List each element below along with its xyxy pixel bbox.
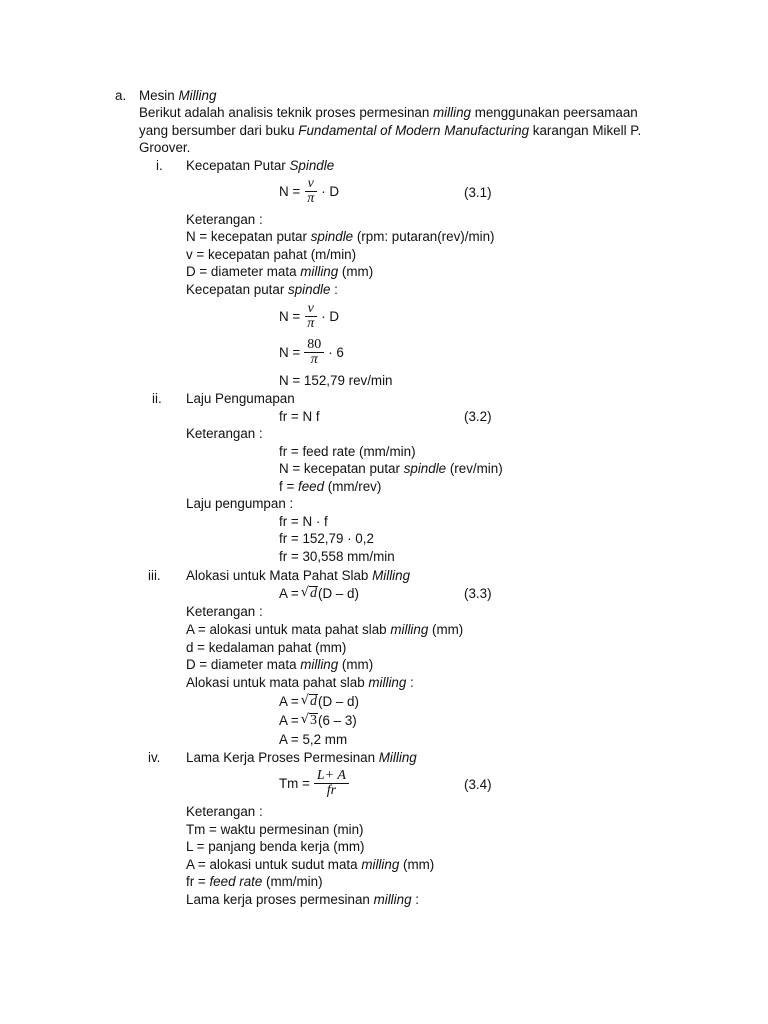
fraction [314,769,349,798]
subsection-title-alokasi [186,568,410,584]
subsection-title-laju: Laju Pengumapan [186,391,295,406]
book-title: Fundamental of Modern Manufacturing [298,123,530,138]
italic-text: spindle [403,461,447,476]
text: yang bersumber dari buku [139,123,299,138]
heading-text: Mesin [139,88,179,103]
list-marker-iii: iii. [148,568,161,583]
eq-rhs: · D [321,309,340,324]
eq-rhs: (6 – 3) [318,712,357,728]
calculation-label [186,282,338,298]
definition-line [186,857,434,873]
eq-rhs: (D – d) [318,585,359,601]
list-marker-ii: ii. [152,391,162,406]
italic-text: Spindle [289,158,335,173]
calculation-label: Laju pengumpan : [186,496,294,511]
keterangan-label: Keterangan : [186,426,263,441]
text: : [406,675,414,690]
calc-step-2 [279,338,344,367]
calc-step-1: fr = N · f [279,514,328,529]
equation-3-3 [279,585,359,601]
text: : [411,892,419,907]
calc-result: N = 152,79 rev/min [279,373,393,388]
radicand: 3 [310,713,318,728]
calc-step-2: fr = 152,79 · 0,2 [279,531,374,546]
calc-step-2 [279,712,357,728]
text: (mm/min) [262,874,323,889]
text: Lama kerja proses permesinan [186,892,374,907]
italic-text: Milling [372,568,411,583]
list-marker-a: a. [115,88,127,103]
text: Kecepatan putar [186,282,288,297]
eq-lhs: N = [279,184,301,199]
eq-rhs: · 6 [328,345,344,360]
definition-line [186,264,373,280]
numerator: 80 [304,338,324,353]
definition-line: d = kedalaman pahat (mm) [186,640,347,655]
text: (rev/min) [446,461,503,476]
intro-line-1 [139,105,638,121]
radicand: d [310,586,318,601]
square-root [301,585,318,601]
list-marker-i: i. [156,158,163,173]
definition-line [279,461,503,477]
text: Kecepatan Putar [186,158,290,173]
intro-line-2 [139,123,641,139]
equation-number: (3.1) [464,185,492,200]
radicand: d [310,694,318,709]
text: A = alokasi untuk mata pahat slab [186,622,391,637]
numerator: v [305,302,317,317]
calc-step-1 [279,302,339,331]
text: karangan Mikell P. [529,123,642,138]
text: fr = [186,874,210,889]
eq-lhs: A = [279,585,299,601]
text: f = [279,479,298,494]
italic-text: milling [433,105,471,120]
equation-number: (3.3) [464,586,492,601]
text: (mm) [338,264,374,279]
eq-lhs: N = [279,309,301,324]
italic-text: milling [368,675,407,690]
calc-result: fr = 30,558 mm/min [279,549,395,564]
definition-line [279,479,381,495]
keterangan-label: Keterangan : [186,604,263,619]
denominator: π [307,191,315,206]
fraction [304,177,317,206]
definition-line [186,229,495,245]
text: Alokasi untuk Mata Pahat Slab [186,568,373,583]
equation-number: (3.4) [464,777,492,792]
text: (mm) [338,657,374,672]
text: Lama Kerja Proses Permesinan [186,750,379,765]
text: menggunakan peersamaan [470,105,638,120]
text: Alokasi untuk mata pahat slab [186,675,369,690]
radical-sign: √ [300,712,310,727]
radical-sign: √ [300,585,310,600]
text: Berikut adalah analisis teknik proses permesinan [139,105,434,120]
text: D = diameter mata [186,264,301,279]
italic-text: spindle [288,282,331,297]
denominator: π [307,316,315,331]
calc-step-1 [279,693,359,709]
definition-line: L = panjang benda kerja (mm) [186,839,365,854]
calculation-label [186,892,419,908]
definition-line [186,874,323,890]
italic-text: milling [300,264,339,279]
list-marker-iv: iv. [148,750,161,765]
fraction [304,338,324,367]
definition-line: v = kecepatan pahat (m/min) [186,247,357,262]
italic-text: spindle [310,229,354,244]
heading-italic: Milling [178,88,217,103]
numerator: v [305,177,317,192]
subsection-title-spindle [186,158,334,174]
text: (rpm: putaran(rev)/min) [353,229,495,244]
text: N = kecepatan putar [279,461,404,476]
eq-lhs: A = [279,712,299,728]
eq-rhs: · D [321,184,340,199]
equation-number: (3.2) [464,409,492,424]
equation-3-2: fr = N f [279,409,320,424]
eq-lhs: N = [279,345,301,360]
italic-text: Milling [378,750,417,765]
eq-lhs: Tm = [279,776,310,791]
text: (mm) [399,857,435,872]
text: A = alokasi untuk sudut mata [186,857,362,872]
equation-3-4 [279,769,353,798]
eq-rhs: (D – d) [318,693,359,709]
italic-text: milling [373,892,412,907]
fraction [304,302,317,331]
italic-text: milling [300,657,339,672]
square-root [301,712,318,728]
text: D = diameter mata [186,657,301,672]
italic-text: milling [361,857,400,872]
subsection-title-lama-kerja [186,750,417,766]
equation-3-1 [279,177,339,206]
keterangan-label: Keterangan : [186,212,263,227]
text: N = kecepatan putar [186,229,311,244]
square-root [301,693,318,709]
italic-text: feed rate [209,874,263,889]
definition-line [186,657,373,673]
text: (mm) [428,622,464,637]
denominator: fr [326,783,337,798]
definition-line: Tm = waktu permesinan (min) [186,822,364,837]
text: : [330,282,338,297]
intro-line-3: Groover. [139,140,191,155]
eq-lhs: A = [279,693,299,709]
keterangan-label: Keterangan : [186,804,263,819]
numerator: L+ A [314,769,349,784]
radical-sign: √ [300,693,310,708]
italic-text: feed [297,479,325,494]
definition-line: fr = feed rate (mm/min) [279,444,416,459]
definition-line [186,622,463,638]
calc-result: A = 5,2 mm [279,732,348,747]
section-heading [139,88,216,104]
text: (mm/rev) [324,479,382,494]
denominator: π [310,352,318,367]
calculation-label [186,675,414,691]
italic-text: milling [390,622,429,637]
